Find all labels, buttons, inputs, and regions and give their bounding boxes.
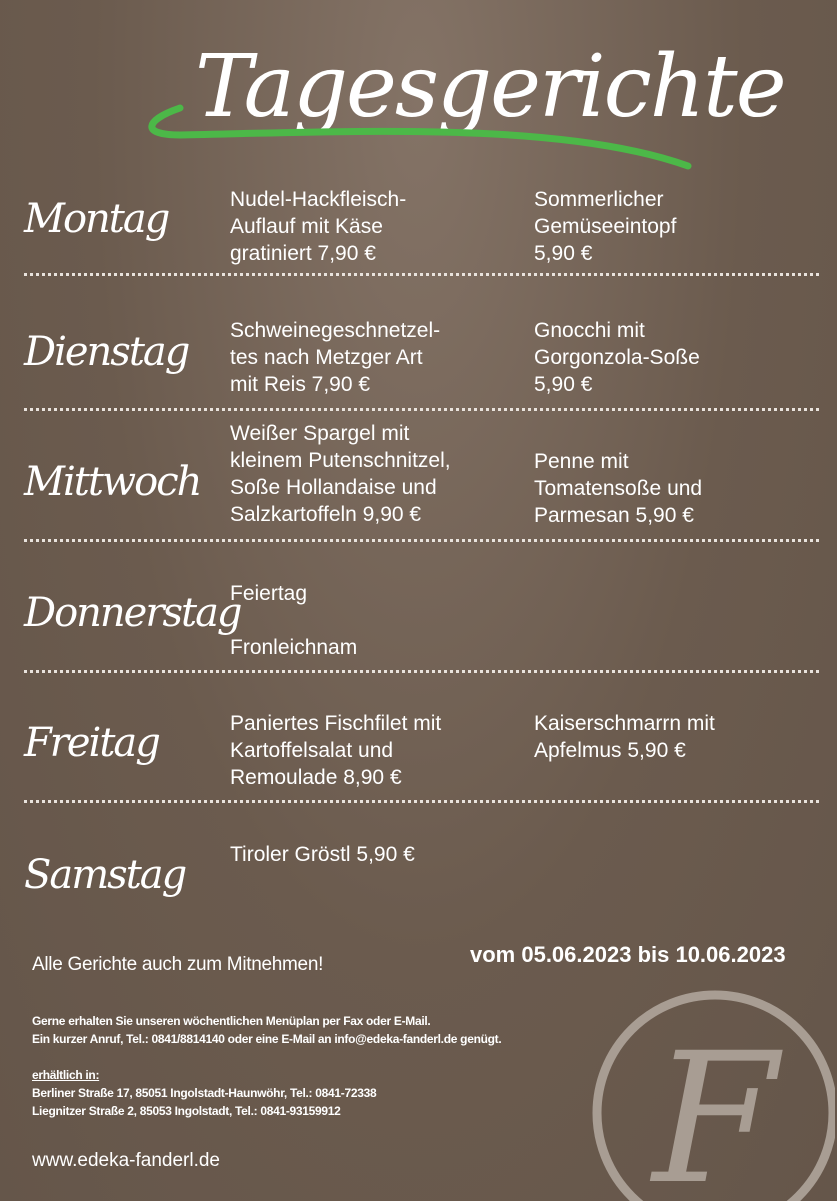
dish-main: Paniertes Fischfilet mit Kartoffelsalat und Remoulade 8,90 € [230,712,442,789]
day-label: Dienstag [24,329,189,375]
info-contact-text: Ein kurzer Anruf, Tel.: 0841/8814140 oder eine E-Mail an [32,1032,335,1046]
day-label: Samstag [24,852,186,898]
website-link[interactable]: www.edeka-fanderl.de [32,1150,220,1171]
info-contact-suffix: genügt. [457,1032,502,1046]
date-range: vom 05.06.2023 bis 10.06.2023 [470,942,786,967]
dotted-divider [24,800,819,803]
takeaway-note: Alle Gerichte auch zum Mitnehmen! [32,954,324,975]
dish-vegetarian: Penne mit Tomatensoße und Parmesan 5,90 € [534,450,703,527]
dotted-divider [24,408,819,411]
email-link[interactable]: info@edeka-fanderl.de [334,1032,458,1046]
day-label: Mittwoch [24,459,201,505]
day-label: Donnerstag [24,590,241,636]
available-label: erhältlich in: [32,1068,100,1082]
fanderl-logo [575,985,835,1201]
dotted-divider [24,539,819,542]
dish-vegetarian: Kaiserschmarrn mit Apfelmus 5,90 € [534,712,715,762]
dotted-divider [24,273,819,276]
info-contact-line [32,1030,501,1048]
info-block [32,1012,501,1120]
day-label: Montag [24,196,169,242]
store-address: Liegnitzer Straße 2, 85053 Ingolstadt, Tel.: 0841-93159912 [32,1104,341,1118]
page-title: Tagesgerichte [195,37,785,137]
dotted-divider [24,670,819,673]
green-swoosh [140,90,700,180]
info-line: Gerne erhalten Sie unseren wöchentlichen Menüplan per Fax oder E-Mail. [32,1014,431,1028]
dish-main: Feiertag Fronleichnam [230,582,358,659]
dish-main: Tiroler Gröstl 5,90 € [230,843,415,866]
dish-main: Nudel-Hackfleisch- Auflauf mit Käse gratiniert 7,90 € [230,188,407,265]
dish-vegetarian: Sommerlicher Gemüseeintopf 5,90 € [534,188,677,265]
dish-main: Weißer Spargel mit kleinem Putenschnitzel, Soße Hollandaise und Salzkartoffeln 9,90 € [230,422,451,526]
dish-main: Schweinegeschnetzel- tes nach Metzger Art mit Reis 7,90 € [230,319,441,396]
store-address: Berliner Straße 17, 85051 Ingolstadt-Haunwöhr, Tel.: 0841-72338 [32,1086,377,1100]
dish-vegetarian: Gnocchi mit Gorgonzola-Soße 5,90 € [534,319,700,396]
day-label: Freitag [24,720,159,766]
logo-letter: F [652,1015,778,1201]
